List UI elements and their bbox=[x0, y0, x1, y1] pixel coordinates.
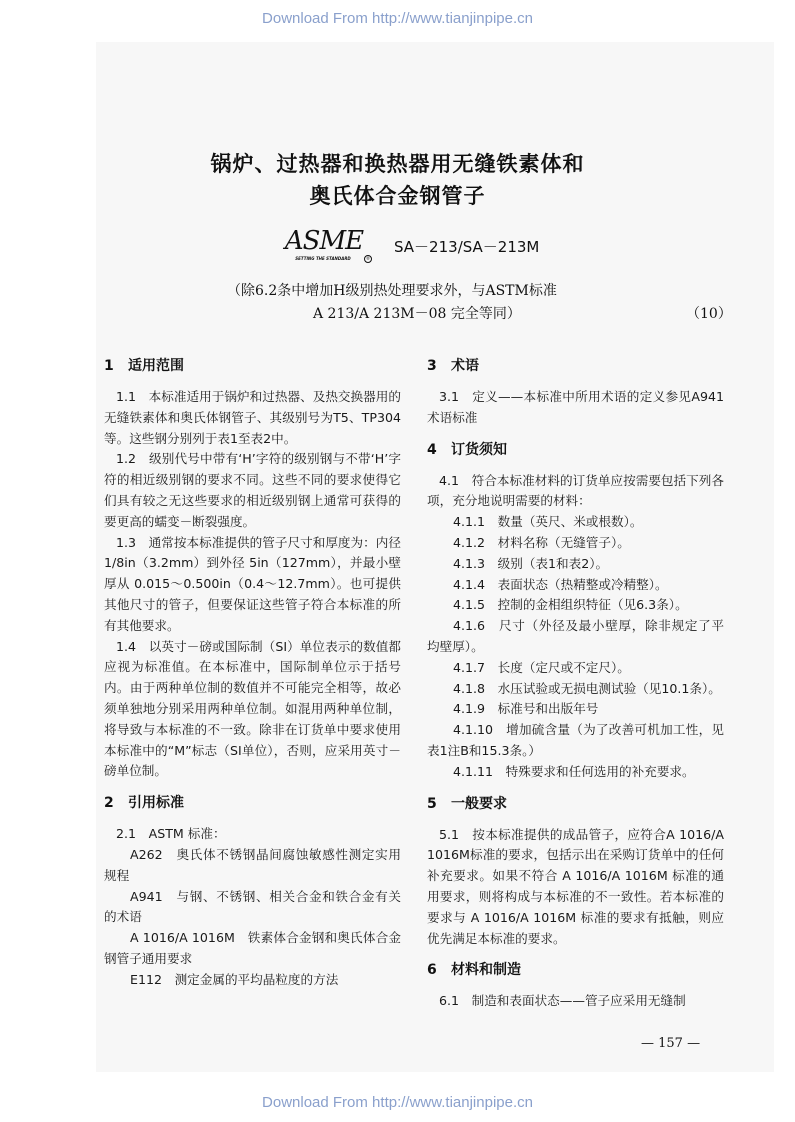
document-title-line-2: 奥氏体合金钢管子 bbox=[309, 184, 486, 208]
list-item-4-1-10: 4.1.10 增加硫含量（为了改善可机加工性，见表1注B和15.3条。） bbox=[427, 722, 724, 758]
list-item-4-1-2: 4.1.2 材料名称（无缝管子）。 bbox=[453, 534, 630, 550]
list-item-4-1-11: 4.1.11 特殊要求和任何选用的补充要求。 bbox=[453, 763, 695, 779]
paragraph-1-3: 1.3 通常按本标准提供的管子尺寸和厚度为：内径 1/8in（3.2mm）到外径 5in（127mm），并最小壁厚从 0.015～0.500in（0.4～12.7mm）。也可提供其他尺寸的管子，但要保证这些管子符合本标准的所有其他要求。 bbox=[104, 534, 401, 633]
section-heading-5 bbox=[427, 793, 724, 813]
edition-code: （10） bbox=[686, 306, 732, 322]
paragraph-1-2: 1.2 级别代号中带有‘H’字符的级别钢与不带‘H’字符的相近级别钢的要求不同。这些不同的要求使得它们具有较之无这些要求的相近级别钢上通常可获得的要更高的蠕变－断裂强度。 bbox=[104, 451, 401, 529]
equivalence-note-line-1: （除6.2条中增加H级别热处理要求外，与ASTM标准 bbox=[227, 283, 557, 299]
section-title: 订货须知 bbox=[451, 441, 507, 458]
standard-number: SA－213/SA－213M bbox=[394, 238, 540, 256]
paragraph-1-1: 1.1 本标准适用于锅炉和过热器、及热交换器用的无缝铁素体和奥氏体钢管子、其级别号为T5、TP304等。这些钢分别列于表1至表2中。 bbox=[104, 389, 401, 446]
page-number: — 157 — bbox=[641, 1036, 701, 1051]
section-number: 2 bbox=[104, 795, 114, 812]
list-item-4-1-3: 4.1.3 级别（表1和表2）。 bbox=[453, 555, 609, 571]
paragraph-2-1: 2.1 ASTM 标准： bbox=[116, 826, 226, 842]
section-heading-6 bbox=[427, 959, 724, 979]
section-title: 适用范围 bbox=[128, 358, 184, 374]
asme-logo-word: ASME bbox=[284, 226, 364, 256]
list-item-4-1-5: 4.1.5 控制的金相组织特征（见6.3条）。 bbox=[453, 597, 688, 613]
section-heading-1 bbox=[104, 355, 401, 375]
asme-logo-tagline: SETTING THE STANDARD bbox=[295, 256, 351, 261]
paragraph-1-4: 1.4 以英寸－磅或国际制（SI）单位表示的数值都应视为标准值。在本标准中，国际制单位示于括号内。由于两种单位制的数值并不可能完全相等，故必须单独地分别采用两种单位制。如混用两种单位制，将导致与本标准的不一致。除非在订货单中要求使用本标准中的“M”标志（SI单位），否则，应采用英寸－磅单位制。 bbox=[104, 638, 401, 779]
paragraph-6-1: 6.1 制造和表面状态——管子应采用无缝制 bbox=[439, 993, 686, 1009]
download-watermark-bottom[interactable]: Download From http://www.tianjinpipe.cn bbox=[262, 1094, 533, 1111]
section-number: 3 bbox=[427, 358, 437, 374]
section-title: 材料和制造 bbox=[451, 962, 521, 979]
paragraph-4-1: 4.1 符合本标准材料的订货单应按需要包括下列各项，充分地说明需要的材料： bbox=[427, 472, 724, 509]
section-number: 1 bbox=[104, 358, 114, 374]
list-item-4-1-1: 4.1.1 数量（英尺、米或根数）。 bbox=[453, 514, 643, 530]
equivalence-note-line-2: A 213/A 213M－08 完全等同） bbox=[313, 306, 521, 322]
list-item-4-1-9: 4.1.9 标准号和出版年号 bbox=[453, 701, 599, 717]
reference-a941: A941 与钢、不锈钢、相关合金和铁合金有关的术语 bbox=[104, 888, 401, 925]
registered-mark-icon: ® bbox=[366, 256, 370, 261]
reference-e112: E112 测定金属的平均晶粒度的方法 bbox=[130, 971, 339, 987]
section-title: 引用标准 bbox=[128, 795, 184, 812]
section-heading-2 bbox=[104, 792, 401, 812]
section-number: 4 bbox=[427, 441, 437, 458]
reference-a1016: A 1016/A 1016M 铁素体合金钢和奥氏体合金钢管子通用要求 bbox=[104, 930, 401, 966]
list-item-4-1-7: 4.1.7 长度（定尺或不定尺）。 bbox=[453, 659, 630, 675]
section-heading-4 bbox=[427, 439, 724, 459]
paragraph-3-1: 3.1 定义——本标准中所用术语的定义参见A941术语标准 bbox=[427, 389, 724, 425]
asme-logo bbox=[278, 226, 370, 268]
section-number: 6 bbox=[427, 962, 437, 979]
download-watermark-top[interactable]: Download From http://www.tianjinpipe.cn bbox=[262, 10, 533, 27]
document-title-line-1: 锅炉、过热器和换热器用无缝铁素体和 bbox=[210, 152, 585, 176]
section-title: 一般要求 bbox=[451, 795, 507, 812]
list-item-4-1-6: 4.1.6 尺寸（外径及最小壁厚，除非规定了平均壁厚）。 bbox=[427, 618, 724, 654]
list-item-4-1-8: 4.1.8 水压试验或无损电测试验（见10.1条）。 bbox=[453, 680, 721, 696]
left-column bbox=[104, 355, 401, 991]
paragraph-5-1: 5.1 按本标准提供的成品管子，应符合A 1016/A 1016M标准的要求，包括示出在采购订货单中的任何补充要求。如果不符合 A 1016/A 1016M 标准的通用要求，则将构成与本标准的不一致性。若本标准的要求与 A 1016/A 1016M 标准的要求有抵触，则应优先满足本标准的要求。 bbox=[427, 826, 724, 946]
section-number: 5 bbox=[427, 795, 437, 812]
section-heading-3 bbox=[427, 355, 724, 375]
list-item-4-1-4: 4.1.4 表面状态（热精整或冷精整）。 bbox=[453, 576, 668, 592]
section-title: 术语 bbox=[451, 358, 479, 374]
right-column bbox=[427, 355, 724, 1012]
reference-a262: A262 奥氏体不锈钢晶间腐蚀敏感性测定实用规程 bbox=[104, 846, 401, 883]
